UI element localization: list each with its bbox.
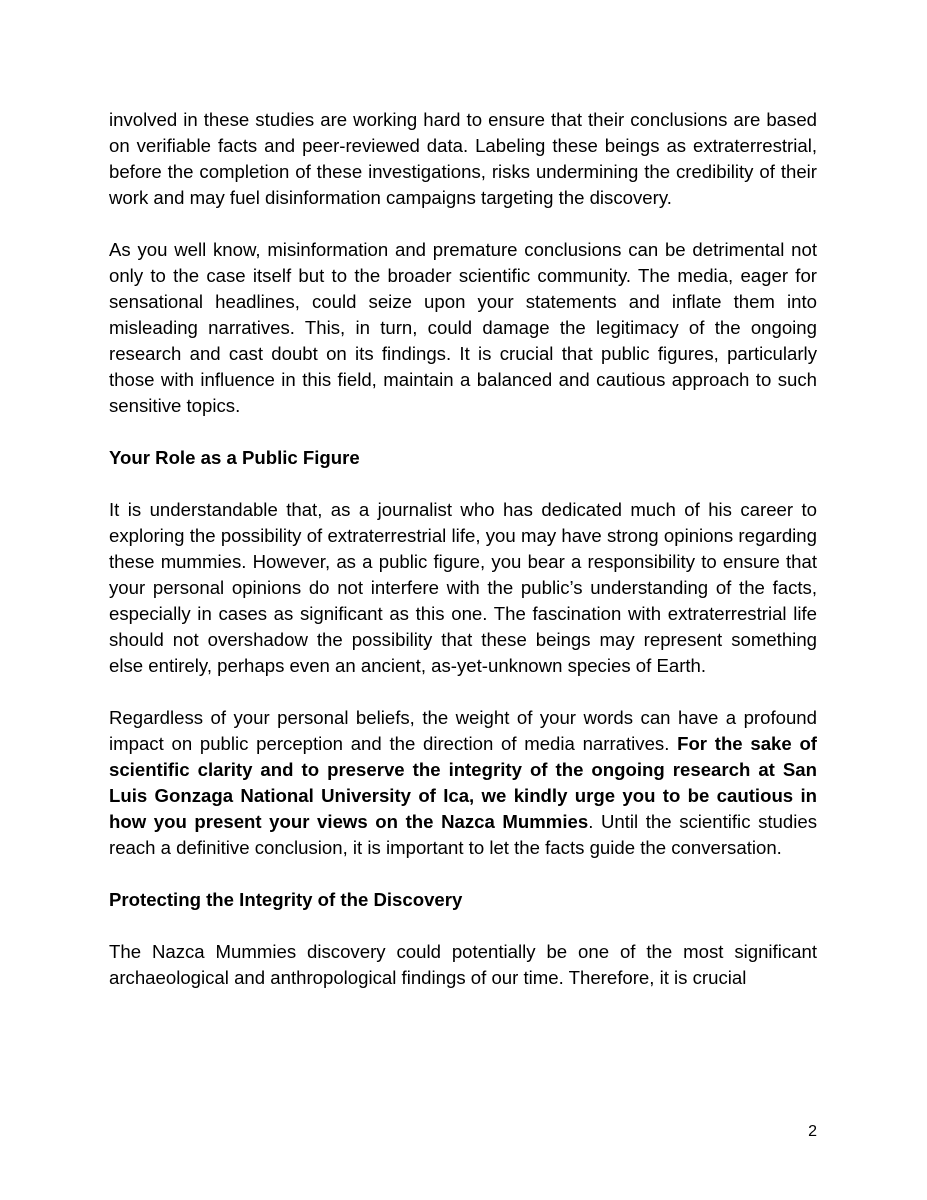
paragraph-spacer: [109, 913, 817, 939]
paragraph-spacer: [109, 211, 817, 237]
paragraph-spacer: [109, 471, 817, 497]
document-body: [109, 107, 817, 991]
section-heading-public-figure: Your Role as a Public Figure: [109, 447, 360, 468]
paragraph-spacer: [109, 861, 817, 887]
paragraph-spacer: [109, 679, 817, 705]
paragraph: The Nazca Mummies discovery could potentially be one of the most significant archaeological and anthropological findings of our time. Therefore, it is crucial: [109, 941, 817, 988]
bold-emphasis: For the sake of scientific clarity and to preserve the integrity of the ongoing research at San Luis Gonzaga National University of Ica, we kindly urge you to be cautious in how you present your views on the Nazca Mummies: [109, 733, 817, 832]
paragraph-with-emphasis: [109, 705, 817, 861]
page-number: 2: [808, 1123, 817, 1140]
paragraph-spacer: [109, 419, 817, 445]
section-heading-integrity: Protecting the Integrity of the Discovery: [109, 889, 463, 910]
paragraph: involved in these studies are working hard to ensure that their conclusions are based on verifiable facts and peer-reviewed data. Labeling these beings as extraterrestrial, before the completion of these investigations, risks undermining the credibility of their work and may fuel disinformation campaigns targeting the discovery.: [109, 109, 817, 208]
paragraph-text: Regardless of your personal beliefs, the weight of your words can have a profound impact on public perception and the direction of media narratives.: [109, 707, 817, 754]
paragraph-text: . Until the scientific studies reach a definitive conclusion, it is important to let the facts guide the conversation.: [109, 811, 817, 858]
paragraph: It is understandable that, as a journalist who has dedicated much of his career to exploring the possibility of extraterrestrial life, you may have strong opinions regarding these mummies. However, as a public figure, you bear a responsibility to ensure that your personal opinions do not interfere with the public’s understanding of the facts, especially in cases as significant as this one. The fascination with extraterrestrial life should not overshadow the possibility that these beings may represent something else entirely, perhaps even an ancient, as-yet-unknown species of Earth.: [109, 499, 817, 676]
paragraph: As you well know, misinformation and premature conclusions can be detrimental not only to the case itself but to the broader scientific community. The media, eager for sensational headlines, could seize upon your statements and inflate them into misleading narratives. This, in turn, could damage the legitimacy of the ongoing research and cast doubt on its findings. It is crucial that public figures, particularly those with influence in this field, maintain a balanced and cautious approach to such sensitive topics.: [109, 239, 817, 416]
